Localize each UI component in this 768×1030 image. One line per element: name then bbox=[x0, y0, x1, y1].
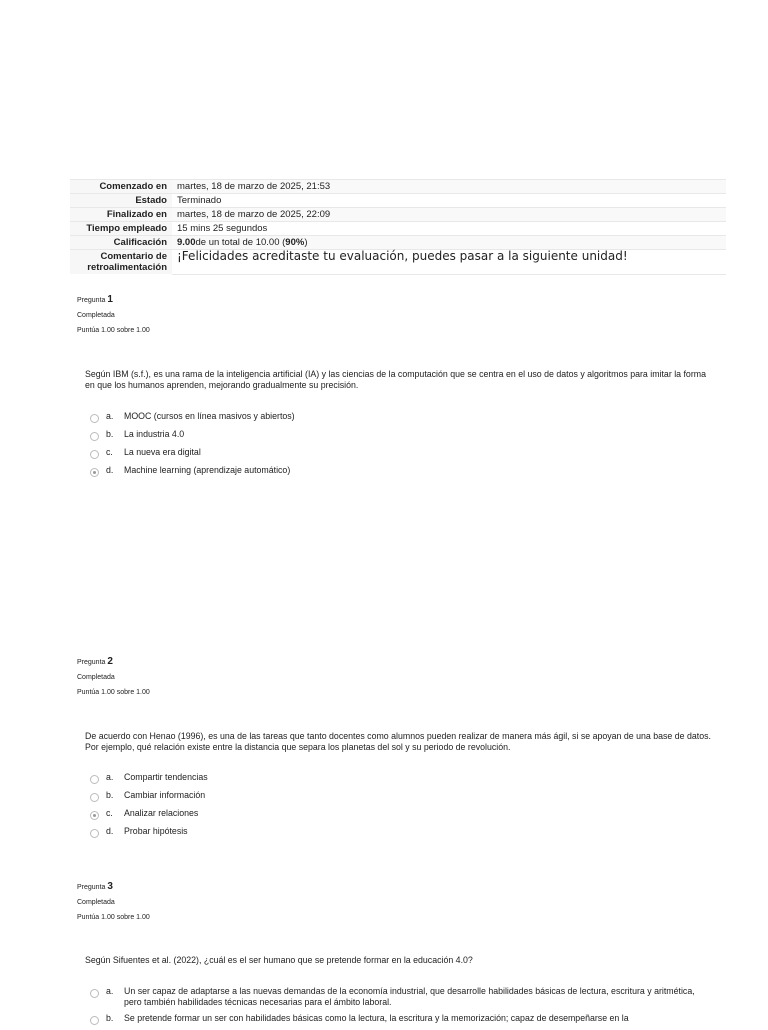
summary-row bbox=[70, 180, 726, 194]
summary-label: Tiempo empleado bbox=[70, 222, 172, 236]
question-info-2 bbox=[77, 654, 150, 700]
radio-checked-icon[interactable] bbox=[90, 468, 99, 477]
question-label: Pregunta bbox=[77, 659, 106, 666]
question-mark: Puntúa 1.00 sobre 1.00 bbox=[77, 914, 150, 921]
option-letter: c. bbox=[106, 808, 113, 818]
option-letter: d. bbox=[106, 465, 114, 475]
option-text: La nueva era digital bbox=[124, 447, 201, 457]
summary-row bbox=[70, 208, 726, 222]
radio-unchecked-icon[interactable] bbox=[90, 450, 99, 459]
answer-list-3 bbox=[90, 986, 710, 1030]
summary-row-feedback bbox=[70, 250, 726, 275]
option-text: Un ser capaz de adaptarse a las nuevas demandas de la economía industrial, que desarrolle habilidades básicas de lectura, escritura y aritmética, pero también habilidades técnicas necesarias para el ámbito laboral. bbox=[124, 986, 695, 1007]
radio-unchecked-icon[interactable] bbox=[90, 432, 99, 441]
answer-option-selected[interactable] bbox=[90, 808, 710, 826]
question-text-2: De acuerdo con Henao (1996), es una de las tareas que tanto docentes como alumnos pueden realizar de manera más ágil, si se apoyan de una base de datos. Por ejemplo, qué relación existe entre la distancia que separa los planetas del sol y su periodo de revolución. bbox=[85, 731, 711, 752]
question-number bbox=[77, 654, 150, 670]
summary-row bbox=[70, 194, 726, 208]
question-label: Pregunta bbox=[77, 297, 106, 304]
summary-label: Estado bbox=[70, 194, 172, 208]
summary-row bbox=[70, 222, 726, 236]
answer-option[interactable] bbox=[90, 1013, 710, 1025]
question-state: Completada bbox=[77, 899, 115, 906]
question-text-3: Según Sifuentes et al. (2022), ¿cuál es el ser humano que se pretende formar en la educación 4.0? bbox=[85, 955, 473, 965]
grade-end: ) bbox=[304, 237, 308, 248]
option-letter: b. bbox=[106, 790, 114, 800]
summary-value: martes, 18 de marzo de 2025, 21:53 bbox=[172, 180, 726, 194]
radio-unchecked-icon[interactable] bbox=[90, 829, 99, 838]
summary-value: 15 mins 25 segundos bbox=[172, 222, 726, 236]
radio-unchecked-icon[interactable] bbox=[90, 414, 99, 423]
option-text: Probar hipótesis bbox=[124, 826, 188, 836]
radio-unchecked-icon[interactable] bbox=[90, 793, 99, 802]
radio-checked-icon[interactable] bbox=[90, 811, 99, 820]
grade-total: de un total de 10.00 ( bbox=[195, 237, 286, 248]
option-text: Se pretende formar un ser con habilidades básicas como la lectura, la escritura y la memorización; capaz de desempeñarse en la bbox=[124, 1013, 629, 1023]
answer-option[interactable] bbox=[90, 826, 710, 844]
question-number bbox=[77, 292, 150, 308]
option-letter: a. bbox=[106, 986, 114, 996]
option-letter: a. bbox=[106, 772, 114, 782]
answer-option[interactable] bbox=[90, 447, 710, 465]
option-text: La industria 4.0 bbox=[124, 429, 185, 439]
grade-value bbox=[172, 236, 726, 250]
attempt-summary-table bbox=[70, 179, 726, 275]
radio-unchecked-icon[interactable] bbox=[90, 775, 99, 784]
option-text: MOOC (cursos en línea masivos y abiertos) bbox=[124, 411, 295, 421]
answer-list-2 bbox=[90, 772, 710, 844]
question-label: Pregunta bbox=[77, 884, 106, 891]
radio-unchecked-icon[interactable] bbox=[90, 989, 99, 998]
answer-option[interactable] bbox=[90, 790, 710, 808]
answer-option-selected[interactable] bbox=[90, 465, 710, 483]
summary-value: martes, 18 de marzo de 2025, 22:09 bbox=[172, 208, 726, 222]
grade-label: Calificación bbox=[70, 236, 172, 250]
answer-option[interactable] bbox=[90, 411, 710, 429]
question-mark: Puntúa 1.00 sobre 1.00 bbox=[77, 689, 150, 696]
feedback-label-line2: retroalimentación bbox=[87, 262, 167, 273]
option-text: Analizar relaciones bbox=[124, 808, 199, 818]
question-number-value: 3 bbox=[107, 881, 113, 892]
question-number-value: 1 bbox=[107, 294, 113, 305]
answer-option[interactable] bbox=[90, 772, 710, 790]
question-mark: Puntúa 1.00 sobre 1.00 bbox=[77, 327, 150, 334]
grade-score: 9.00 bbox=[177, 237, 196, 248]
option-text: Machine learning (aprendizaje automático) bbox=[124, 465, 291, 475]
summary-label: Comenzado en bbox=[70, 180, 172, 194]
question-state: Completada bbox=[77, 674, 115, 681]
option-letter: b. bbox=[106, 429, 114, 439]
option-letter: b. bbox=[106, 1013, 114, 1023]
option-letter: d. bbox=[106, 826, 114, 836]
option-text: Cambiar información bbox=[124, 790, 206, 800]
answer-option[interactable] bbox=[90, 429, 710, 447]
grade-percent: 90% bbox=[285, 237, 305, 248]
option-text: Compartir tendencias bbox=[124, 772, 208, 782]
question-number bbox=[77, 879, 150, 895]
option-letter: a. bbox=[106, 411, 114, 421]
feedback-text: ¡Felicidades acreditaste tu evaluación, puedes pasar a la siguiente unidad! bbox=[172, 250, 726, 275]
option-letter: c. bbox=[106, 447, 113, 457]
question-text-1: Según IBM (s.f.), es una rama de la inteligencia artificial (IA) y las ciencias de la computación que se centra en el uso de datos y algoritmos para imitar la forma en que los humanos aprenden, mejorando gradualmente su precisión. bbox=[85, 369, 706, 390]
summary-row-grade bbox=[70, 236, 726, 250]
summary-value: Terminado bbox=[172, 194, 726, 208]
question-info-3 bbox=[77, 879, 150, 925]
feedback-label bbox=[70, 250, 172, 275]
answer-option[interactable] bbox=[90, 986, 710, 1008]
summary-label: Finalizado en bbox=[70, 208, 172, 222]
question-number-value: 2 bbox=[107, 656, 113, 667]
question-state: Completada bbox=[77, 312, 115, 319]
answer-list-1 bbox=[90, 411, 710, 483]
question-info-1 bbox=[77, 292, 150, 338]
feedback-label-line1: Comentario de bbox=[100, 251, 167, 262]
